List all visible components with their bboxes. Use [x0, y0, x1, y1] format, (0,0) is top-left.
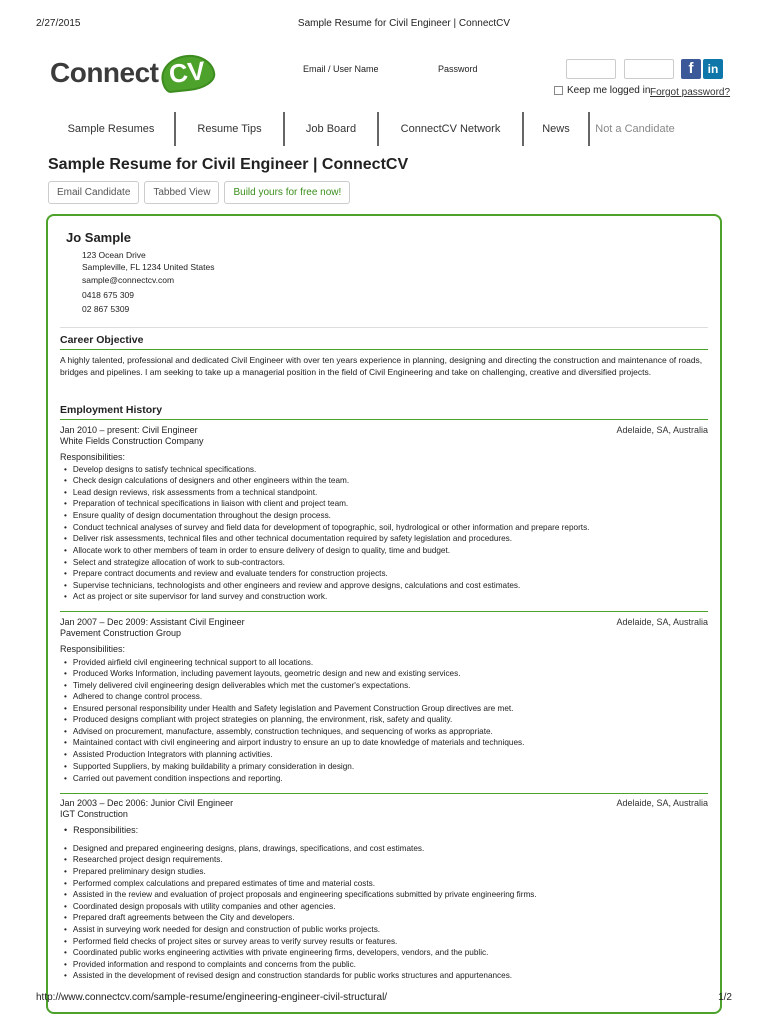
list-item: • Deliver risk assessments, technical files and other technical documentation required by safety legislation and procedures.: [64, 533, 512, 544]
contact-email: sample@connectcv.com: [82, 275, 175, 285]
list-item: • Assisted Production Integrators with planning activities.: [64, 749, 273, 760]
print-footer: [36, 992, 732, 1003]
action-buttons: [48, 181, 350, 204]
list-item: • Maintained contact with civil engineering and airport industry to ensure an up to date knowledge of materials and techniques.: [64, 737, 524, 748]
list-item: • Advised on procurement, manufacture, assembly, construction techniques, and sequencing of works as appropriate.: [64, 726, 493, 737]
list-item: • Assisted in the development of revised design and construction standards for public works structures and appurtenances.: [64, 970, 512, 981]
list-item: • Allocate work to other members of team in order to ensure delivery of design to quality, time and budget.: [64, 545, 450, 556]
list-item: • Prepare contract documents and review and evaluate tenders for construction projects.: [64, 568, 388, 579]
keep-logged-in-label: Keep me logged in: [567, 85, 651, 96]
section-divider: [60, 349, 708, 350]
list-item: • Performed field checks of project sites or survey areas to verify survey results or features.: [64, 936, 397, 947]
job-location: Adelaide, SA, Australia: [616, 617, 708, 627]
resume-card: [46, 214, 722, 1014]
section-divider: [60, 419, 708, 420]
build-resume-button[interactable]: Build yours for free now!: [224, 181, 350, 204]
list-item: • Prepared draft agreements between the City and developers.: [64, 912, 295, 923]
list-item: • Carried out pavement condition inspections and reporting.: [64, 773, 283, 784]
address-line-2: Sampleville, FL 1234 United States: [82, 262, 215, 272]
job-location: Adelaide, SA, Australia: [616, 798, 708, 808]
job-divider: [60, 793, 708, 794]
job-location: Adelaide, SA, Australia: [616, 425, 708, 435]
list-item: • Ensure quality of design documentation throughout the design process.: [64, 510, 331, 521]
list-item: • Preparation of technical specifications in liaison with client and project team.: [64, 498, 348, 509]
list-item: • Conduct technical analyses of survey and field data for development of topographic, soil, hydrological or other information and prepare reports.: [64, 522, 589, 533]
nav-job-board[interactable]: Job Board: [305, 123, 357, 135]
list-item: • Prepared preliminary design studies.: [64, 866, 206, 877]
list-item: • Supervise technicians, technologists and other engineers and review and approve designs, calculations and cost estimates.: [64, 580, 520, 591]
list-item: • Coordinated design proposals with utility companies and other agencies.: [64, 901, 336, 912]
contact-block: [60, 216, 708, 328]
address-line-1: 123 Ocean Drive: [82, 250, 146, 260]
list-item: • Select and strategize allocation of work to sub-contractors.: [64, 557, 285, 568]
job-title: Jan 2007 – Dec 2009: Assistant Civil Engineer: [60, 617, 245, 627]
print-date: 2/27/2015: [36, 18, 81, 29]
keep-logged-in-checkbox[interactable]: [554, 86, 563, 95]
keep-logged-in[interactable]: [554, 85, 650, 96]
list-item: • Lead design reviews, risk assessments from a technical standpoint.: [64, 487, 317, 498]
linkedin-icon[interactable]: in: [703, 59, 723, 79]
list-item: • Develop designs to satisfy technical specifications.: [64, 464, 256, 475]
page-title: Sample Resume for Civil Engineer | ConnectCV: [48, 156, 409, 173]
list-item: • Produced Works Information, including pavement layouts, geometric design and new and existing services.: [64, 668, 460, 679]
responsibilities-label: Responsibilities:: [60, 452, 126, 462]
connectcv-logo[interactable]: [50, 55, 215, 91]
list-item: • Provided information and respond to complaints and concerns from the public.: [64, 959, 356, 970]
facebook-icon[interactable]: f: [681, 59, 701, 79]
logo-badge: CV: [159, 52, 217, 93]
print-header: [36, 18, 732, 29]
list-item: • Produced designs compliant with project strategies on planning, the environment, risk, safety and quality.: [64, 714, 452, 725]
nav-sample-resumes[interactable]: Sample Resumes: [67, 123, 155, 135]
logo-text: Connect: [50, 57, 159, 88]
nav-news[interactable]: News: [542, 123, 570, 135]
list-item: • Assisted in the review and evaluation of project proposals and engineering specifications submitted by private engineering firms.: [64, 889, 537, 900]
print-page-number: 1/2: [718, 992, 732, 1003]
job-company: IGT Construction: [60, 809, 128, 819]
list-item: • Provided airfield civil engineering technical support to all locations.: [64, 657, 313, 668]
job-company: Pavement Construction Group: [60, 628, 182, 638]
password-label: Password: [438, 64, 478, 74]
list-item: • Check design calculations of designers and other engineers within the team.: [64, 475, 349, 486]
list-item: • Adhered to change control process.: [64, 691, 202, 702]
list-item: • Researched project design requirements.: [64, 854, 223, 865]
email-label: Email / User Name: [303, 64, 379, 74]
email-candidate-button[interactable]: Email Candidate: [48, 181, 139, 204]
tabbed-view-button[interactable]: Tabbed View: [144, 181, 219, 204]
main-nav: [48, 112, 680, 146]
job-title: Jan 2003 – Dec 2006: Junior Civil Engineer: [60, 798, 234, 808]
responsibilities-label: • Responsibilities:: [64, 825, 138, 835]
list-item: • Performed complex calculations and prepared estimates of time and material costs.: [64, 878, 375, 889]
password-input[interactable]: [624, 59, 674, 79]
list-item: • Designed and prepared engineering designs, plans, drawings, specifications, and cost estimates.: [64, 843, 424, 854]
career-objective-heading: Career Objective: [60, 334, 144, 346]
nav-resume-tips[interactable]: Resume Tips: [197, 123, 262, 135]
job-company: White Fields Construction Company: [60, 436, 204, 446]
print-url: http://www.connectcv.com/sample-resume/engineering-engineer-civil-structural/: [36, 992, 388, 1003]
list-item: • Assist in surveying work needed for design and construction of public works projects.: [64, 924, 380, 935]
contact-mobile: 0418 675 309: [82, 290, 134, 300]
nav-connectcv-network[interactable]: ConnectCV Network: [400, 123, 501, 135]
print-title: Sample Resume for Civil Engineer | ConnectCV: [297, 18, 511, 29]
candidate-name: Jo Sample: [66, 230, 132, 245]
responsibilities-label: Responsibilities:: [60, 644, 126, 654]
nav-not-a-candidate[interactable]: Not a Candidate: [595, 123, 675, 135]
list-item: • Act as project or site supervisor for land survey and construction work.: [64, 591, 327, 602]
list-item: • Timely delivered civil engineering design deliverables which met the customer's expectations.: [64, 680, 410, 691]
list-item: • Ensured personal responsibility under Health and Safety legislation and Pavement Construction Group directives are met.: [64, 703, 513, 714]
contact-phone: 02 867 5309: [82, 304, 130, 314]
job-divider: [60, 611, 708, 612]
email-input[interactable]: [566, 59, 616, 79]
list-item: • Coordinated public works engineering activities with private engineering firms, developers, vendors, and the public.: [64, 947, 488, 958]
forgot-password-link[interactable]: Forgot password?: [650, 87, 731, 98]
career-objective-text: A highly talented, professional and dedicated Civil Engineer with over ten years experience in planning, designing and directing the construction and maintenance of roads, bridges and pipelines. I am seeking to take up a managerial position in the field of Civil Engineering and take on challenging, creative and diversified projects.: [60, 355, 703, 377]
job-title: Jan 2010 – present: Civil Engineer: [60, 425, 198, 435]
employment-history-heading: Employment History: [60, 404, 163, 416]
list-item: • Supported Suppliers, by making buildability a primary consideration in design.: [64, 761, 354, 772]
